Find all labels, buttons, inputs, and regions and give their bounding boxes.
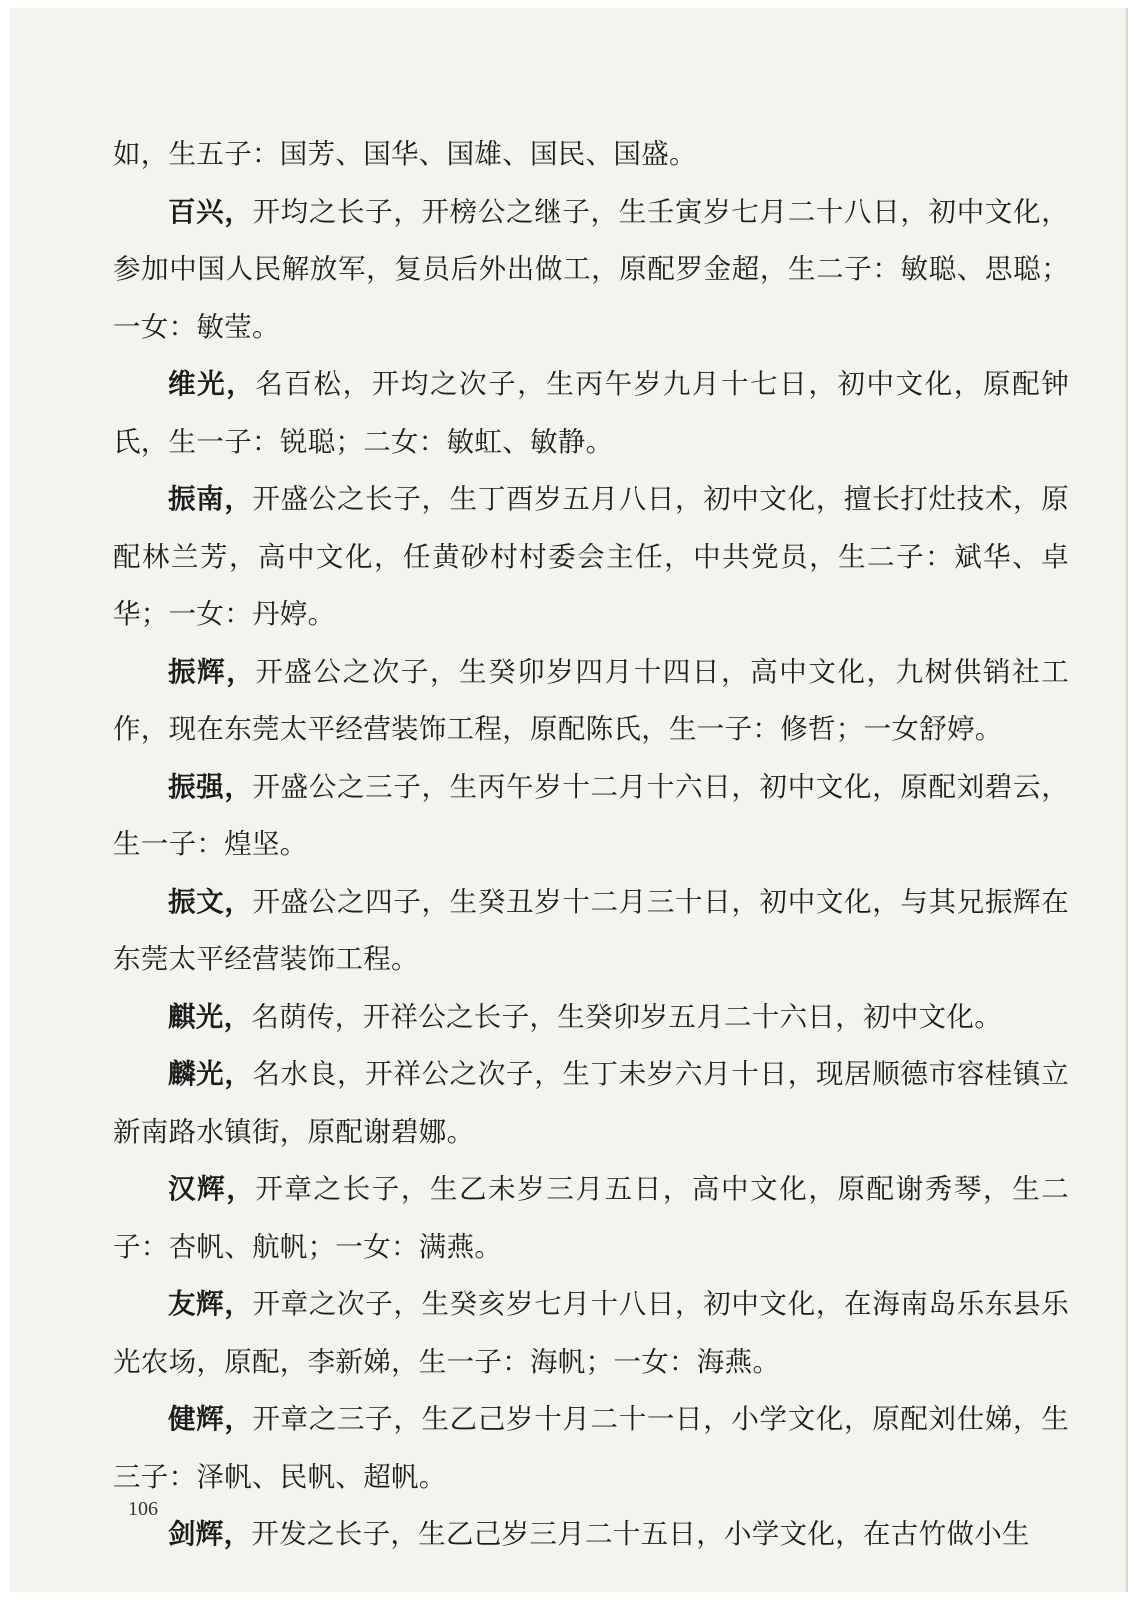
person-name: 百兴，	[168, 195, 253, 228]
person-name: 维光，	[168, 368, 256, 400]
genealogy-text	[113, 126, 1069, 1564]
paragraph-text: 开章之次子，生癸亥岁七月十八日，初中文化，在海南岛乐东县乐光农场，原配，李新娣，生一子：海帆；一女：海燕。	[113, 1288, 1070, 1378]
person-name: 振南，	[168, 483, 253, 515]
paragraph-text: 名水良，开祥公之次子，生丁未岁六月十日，现居顺德市容桂镇立新南路水镇街，原配谢碧娜。	[113, 1058, 1070, 1148]
paragraph	[113, 1046, 1069, 1161]
paragraph-text: 开盛公之四子，生癸丑岁十二月三十日，初中文化，与其兄振辉在东莞太平经营装饰工程。	[113, 885, 1070, 975]
paragraph	[113, 989, 1069, 1047]
person-name: 振强，	[168, 770, 253, 803]
paragraph-text: 开章之长子，生乙未岁三月五日，高中文化，原配谢秀琴，生二子：杏帆、航帆；一女：满燕。	[113, 1173, 1069, 1263]
paragraph	[113, 1276, 1069, 1391]
page-number: 106	[128, 1498, 158, 1520]
person-name: 健辉，	[168, 1403, 253, 1435]
paragraph-text: 开章之三子，生乙己岁十月二十一日，小学文化，原配刘仕娣，生三子：泽帆、民帆、超帆。	[113, 1403, 1070, 1493]
paragraph	[113, 759, 1069, 874]
paragraph	[113, 126, 1069, 184]
paragraph	[113, 1506, 1069, 1564]
paragraph-text: 如，生五子：国芳、国华、国雄、国民、国盛。	[113, 138, 697, 170]
paragraph	[113, 356, 1069, 471]
person-name: 麟光，	[168, 1058, 253, 1090]
paragraph	[113, 1391, 1069, 1506]
person-name: 振辉，	[168, 655, 256, 688]
paragraph-text: 开盛公之三子，生丙午岁十二月十六日，初中文化，原配刘碧云，生一子：煌坚。	[113, 770, 1070, 860]
person-name: 振文，	[168, 885, 253, 918]
paragraph	[113, 874, 1069, 989]
paragraph-text: 开盛公之次子，生癸卯岁四月十四日，高中文化，九树供销社工作，现在东莞太平经营装饰工程，原配陈氏，生一子：修哲；一女舒婷。	[113, 655, 1069, 745]
paragraph	[113, 644, 1069, 759]
person-name: 友辉，	[168, 1288, 253, 1320]
paragraph-text: 名百松，开均之次子，生丙午岁九月十七日，初中文化，原配钟氏，生一子：锐聪；二女：敏虹、敏静。	[113, 368, 1069, 458]
paragraph	[113, 471, 1069, 644]
paragraph-text: 开均之长子，开榜公之继子，生壬寅岁七月二十八日，初中文化，参加中国人民解放军，复员后外出做工，原配罗金超，生二子：敏聪、思聪；一女：敏莹。	[113, 195, 1070, 343]
paragraph-text: 开盛公之长子，生丁酉岁五月八日，初中文化，擅长打灶技术，原配林兰芳，高中文化，任黄砂村村委会主任，中共党员，生二子：斌华、卓华；一女：丹婷。	[113, 483, 1070, 630]
paragraph-text: 开发之长子，生乙己岁三月二十五日，小学文化，在古竹做小生	[251, 1518, 1030, 1550]
paragraph-text: 名荫传，开祥公之长子，生癸卯岁五月二十六日，初中文化。	[251, 1000, 1003, 1033]
paragraph	[113, 1161, 1069, 1276]
person-name: 汉辉，	[168, 1173, 256, 1205]
person-name: 麒光，	[168, 1000, 252, 1033]
person-name: 剑辉，	[168, 1518, 252, 1550]
book-page	[10, 8, 1128, 1592]
paragraph	[113, 184, 1069, 357]
